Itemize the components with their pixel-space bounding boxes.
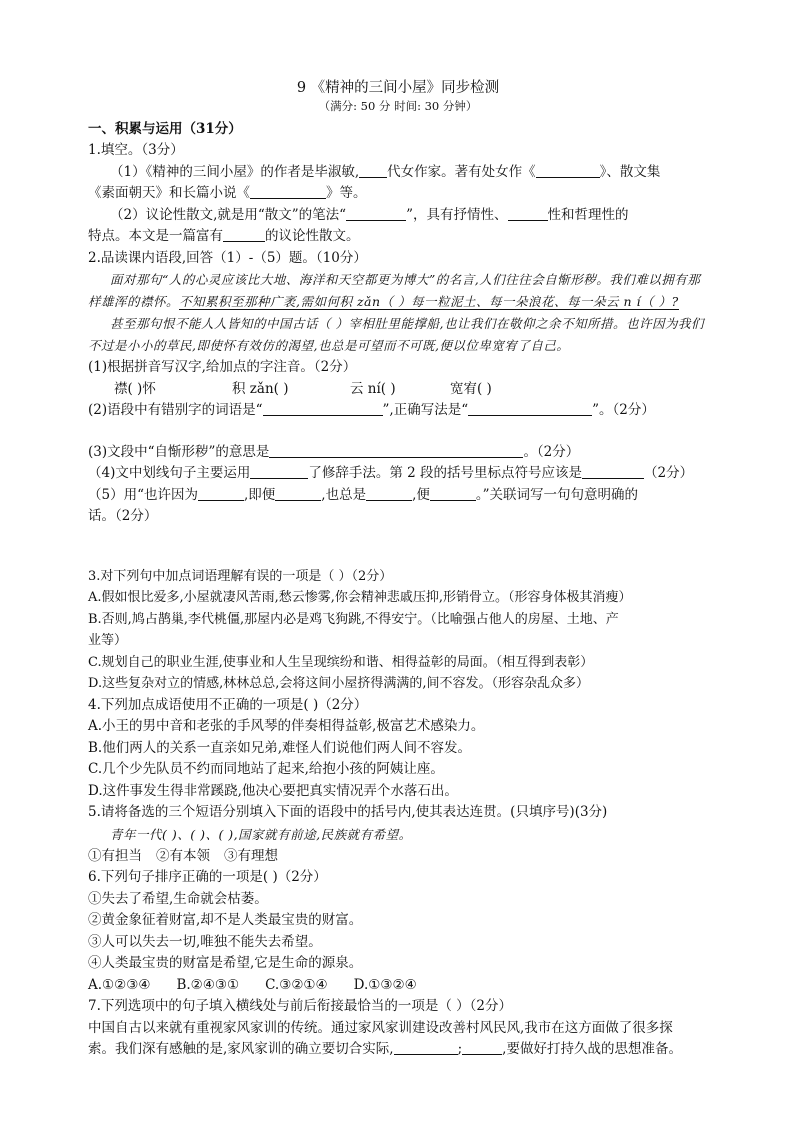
- question-1: [88, 140, 708, 248]
- text: （4)文中划线句子主要运用: [88, 465, 251, 481]
- option-c[interactable]: C.③②①④: [265, 976, 328, 993]
- text: ,也总是: [321, 486, 367, 503]
- text: 》等。: [326, 185, 367, 201]
- passage-text: 面对那句“人的心灵应该比大地、海洋和天空都更为博大”的名言,人们往往会自惭形秽。我们难以拥有那样雄浑的襟怀。: [88, 272, 701, 309]
- text: (3)文段中“自惭形秽”的意思是: [88, 443, 270, 460]
- text: 。”关联词写一句句意明确的: [475, 486, 639, 503]
- pinyin-item[interactable]: 积 zǎn( ): [232, 380, 289, 397]
- spacer: [88, 528, 708, 566]
- sentence-2: ②黄金象征着财富,却不是人类最宝贵的财富。: [88, 912, 363, 928]
- underlined-sentence: 不知累积至那种广袤,需如何积 zǎn（ ）每一粒泥土、每一朵浪花、每一朵云 n í（ ）?: [179, 294, 679, 309]
- blank[interactable]: [223, 227, 265, 242]
- page-subtitle: （满分: 50 分 时间: 30 分钟）: [318, 99, 478, 113]
- text: ,要做好打持久战的思想准备。: [502, 1041, 682, 1057]
- text: ”，具有抒情性、: [406, 206, 508, 223]
- sub-question-2: [88, 400, 708, 422]
- question-5: [88, 802, 708, 867]
- blank[interactable]: [366, 486, 412, 501]
- blank[interactable]: [582, 464, 644, 479]
- option-b-cont: 业等）: [88, 633, 128, 648]
- blank[interactable]: [263, 401, 383, 416]
- text: 。（2分）: [523, 443, 580, 460]
- sub-question-5: [88, 485, 708, 507]
- reading-passage-paragraph-2: 甚至那句恨不能人人皆知的中国古话（ ）宰相肚里能撑船,也让我们在敬仰之余不知所措。也许因为我们不过是小小的草民,即使怀有效仿的渴望,也总是可望而不可既,便以位卑宽宥了自己。: [88, 316, 704, 353]
- sub-question-3: [88, 442, 708, 464]
- phrase-option: ②有本领: [156, 847, 210, 864]
- text: ,便: [412, 486, 430, 503]
- question-4: [88, 695, 708, 803]
- reading-passage-paragraph-1: [88, 269, 708, 313]
- sentence-3: ③人可以失去一切,唯独不能失去希望。: [88, 933, 322, 950]
- blank[interactable]: [394, 1040, 458, 1055]
- option-c[interactable]: C.规划自己的职业生涯,使事业和人生呈现缤纷和谐、相得益彰的局面。（相互得到表彰）: [88, 654, 594, 670]
- blank[interactable]: [250, 184, 326, 199]
- question-7: [88, 996, 708, 1061]
- blank[interactable]: [462, 1040, 502, 1055]
- blank[interactable]: [430, 486, 476, 501]
- option-a[interactable]: A.假如恨比爱多,小屋就凄风苦雨,愁云惨雾,你会精神悲戚压抑,形销骨立。（形容身体极其消瘦）: [88, 590, 632, 605]
- sub-question-5-cont: 话。（2分）: [88, 508, 158, 524]
- blank[interactable]: [269, 443, 523, 458]
- option-b[interactable]: B.他们两人的关系一直亲如兄弟,难怪人们说他们两人间不容发。: [88, 739, 472, 756]
- sentence-4: ④人类最宝贵的财富是希望,它是生命的源泉。: [88, 955, 363, 971]
- text: (2)语段中有错别字的词语是“: [88, 402, 263, 418]
- blank[interactable]: [275, 486, 321, 501]
- text: ;: [457, 1041, 463, 1057]
- option-d[interactable]: D.这件事发生得非常蹊跷,他决心要把真实情况弄个水落石出。: [88, 782, 458, 799]
- question-7-text-2: [88, 1039, 708, 1061]
- blank[interactable]: [508, 206, 548, 221]
- worksheet-page: [88, 78, 708, 1061]
- spacer: [88, 422, 708, 442]
- phrase-options: [88, 846, 708, 868]
- page-title: 9 《精神的三间小屋》同步检测: [296, 80, 500, 96]
- question-2: [88, 248, 708, 528]
- text: ,即便: [244, 486, 276, 503]
- question-1-head: 1.填空。（3分）: [88, 142, 184, 158]
- text: 索。我们深有感触的是,家风家训的确立要切合实际,: [88, 1041, 394, 1057]
- option-d[interactable]: D.①③②④: [353, 976, 417, 993]
- text: 特点。本文是一篇富有: [88, 228, 223, 244]
- blank[interactable]: [468, 401, 592, 416]
- question-3-head: 3.对下列句中加点词语理解有误的一项是（ ）（2分）: [88, 568, 393, 584]
- option-c[interactable]: C.几个少先队员不约而同地站了起来,给抱小孩的阿姨让座。: [88, 761, 444, 777]
- blank[interactable]: [346, 206, 406, 221]
- option-b[interactable]: B.否则,鸠占鹊巢,李代桃僵,那屋内必是鸡飞狗跳,不得安宁。（比喻强占他人的房屋、土地、产: [88, 611, 619, 627]
- blank[interactable]: [250, 464, 308, 479]
- text: 性和哲理性的: [547, 206, 629, 223]
- answer-options: [88, 975, 708, 997]
- question-4-head: 4.下列加点成语使用不正确的一项是( )（2分）: [88, 696, 368, 713]
- text: 》、散文集: [599, 163, 661, 180]
- phrase-option: ③有理想: [224, 847, 278, 864]
- question-7-text-1: 中国自古以来就有重视家风家训的传统。通过家风家训建设改善村风民风,我市在这方面做了很多探: [88, 1019, 673, 1036]
- blank[interactable]: [359, 163, 387, 178]
- phrase-option: ①有担当: [88, 847, 142, 864]
- pinyin-answer-row: [88, 379, 708, 401]
- question-6: [88, 867, 708, 996]
- question-6-head: 6.下列句子排序正确的一项是( )（2分）: [88, 869, 327, 885]
- option-b[interactable]: B.②④③①: [176, 976, 240, 993]
- text: ”,正确写法是“: [382, 402, 469, 418]
- text: （5）用“也许因为: [88, 486, 198, 503]
- option-a[interactable]: A.小王的男中音和老张的手风琴的伴奏相得益彰,极富艺术感染力。: [88, 718, 485, 734]
- text: （2）议论性散文,就是用“散文”的笔法“: [110, 206, 347, 223]
- sentence-1: ①失去了希望,生命就会枯萎。: [88, 890, 268, 907]
- text: 了修辞手法。第 2 段的括号里标点符号应该是: [308, 465, 583, 481]
- question-5-head: 5.请将备选的三个短语分别填入下面的语段中的括号内,使其表达连贯。(只填序号)(3分): [88, 804, 608, 820]
- text: （2分）: [644, 465, 694, 481]
- question-1-line-2: [88, 183, 708, 205]
- pinyin-item[interactable]: 襟( )怀: [114, 380, 156, 397]
- sub-question-4: [88, 463, 708, 485]
- section-heading: 一、积累与运用（31分）: [88, 121, 242, 137]
- question-7-head: 7.下列选项中的句子填入横线处与前后衔接最恰当的一项是（ ）（2分）: [88, 998, 513, 1014]
- text: （1）《精神的三间小屋》的作者是毕淑敏,: [110, 163, 360, 180]
- option-a[interactable]: A.①②③④: [88, 976, 151, 993]
- question-5-passage: 青年一代( )、( )、( ),国家就有前途,民族就有希望。: [110, 826, 412, 842]
- sub-question-1: (1)根据拼音写汉字,给加点的字注音。（2分）: [88, 359, 357, 375]
- text: ”。（2分）: [592, 402, 655, 418]
- text: 的议论性散文。: [265, 228, 360, 244]
- question-1-line-3: [88, 205, 708, 227]
- question-1-line-1: [88, 162, 708, 184]
- text: 《素面朝天》和长篇小说《: [88, 185, 250, 201]
- text: 代女作家。著有处女作《: [387, 163, 536, 180]
- blank[interactable]: [198, 486, 244, 501]
- question-3: [88, 566, 708, 695]
- question-2-head: 2.品读课内语段,回答（1）-（5）题。（10分）: [88, 249, 367, 266]
- pinyin-item[interactable]: 宽宥( ): [450, 380, 492, 397]
- blank[interactable]: [536, 163, 600, 178]
- question-1-line-4: [88, 226, 708, 248]
- option-d[interactable]: D.这些复杂对立的情感,林林总总,会将这间小屋挤得满满的,间不容发。（形容杂乱众多）: [88, 676, 589, 691]
- pinyin-item[interactable]: 云 ní( ): [350, 380, 396, 397]
